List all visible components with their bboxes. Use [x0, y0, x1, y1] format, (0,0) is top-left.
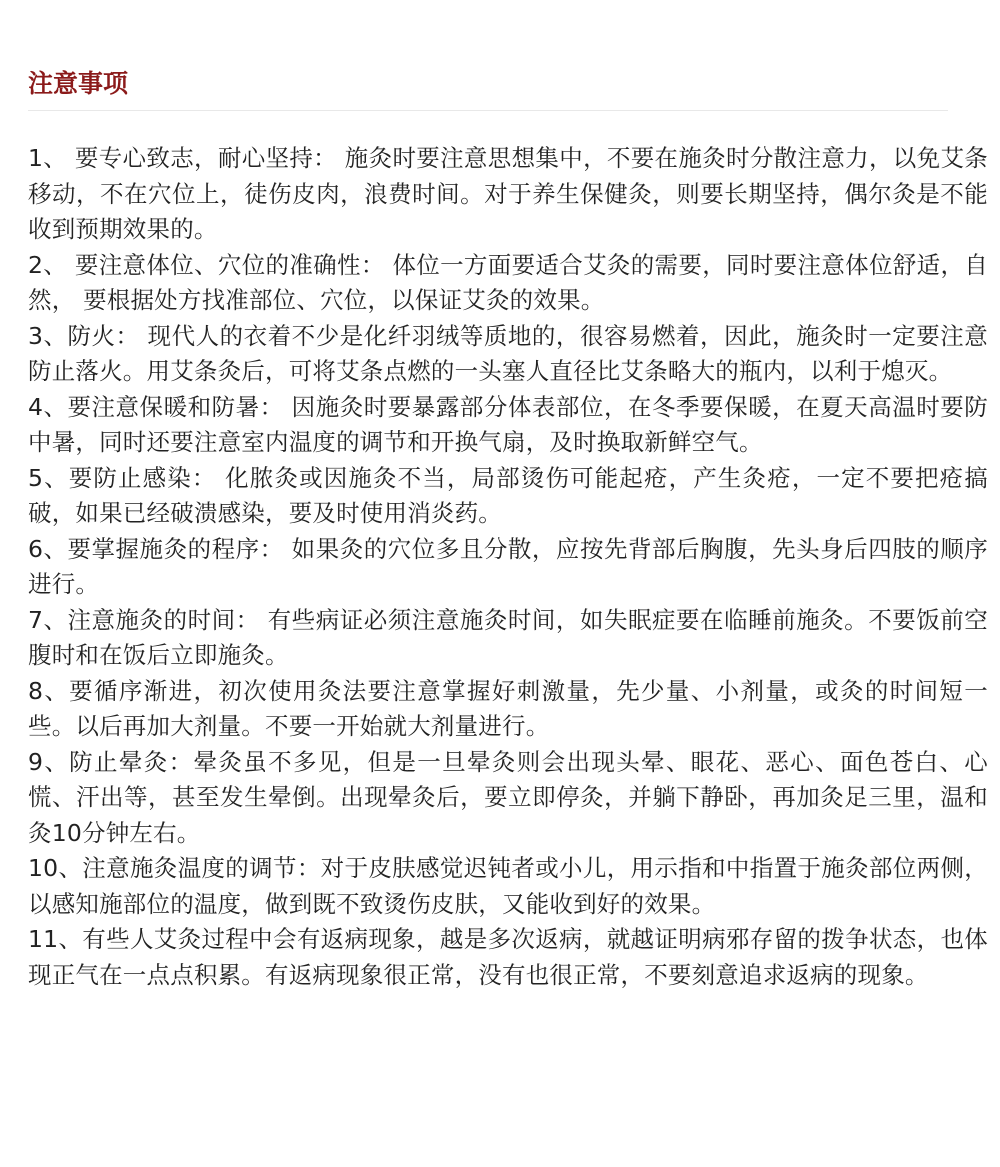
- notes-list: [28, 141, 988, 993]
- note-item-9: 9、防止晕灸：晕灸虽不多见，但是一旦晕灸则会出现头晕、眼花、恶心、面色苍白、心慌、汗出等，甚至发生晕倒。出现晕灸后，要立即停灸，并躺下静卧，再加灸足三里，温和灸10分钟左右。: [28, 747, 988, 847]
- note-item-11: 11、有些人艾灸过程中会有返病现象，越是多次返病，就越证明病邪存留的拨争状态，也体现正气在一点点积累。有返病现象很正常，没有也很正常，不要刻意追求返病的现象。: [28, 925, 988, 989]
- note-item-10: 10、注意施灸温度的调节：对于皮肤感觉迟钝者或小儿，用示指和中指置于施灸部位两侧，以感知施部位的温度，做到既不致烫伤皮肤，又能收到好的效果。: [28, 854, 988, 918]
- article: [28, 0, 988, 993]
- note-item-8: 8、要循序渐进，初次使用灸法要注意掌握好刺激量，先少量、小剂量，或灸的时间短一些。以后再加大剂量。不要一开始就大剂量进行。: [28, 676, 988, 740]
- note-item-7: 7、注意施灸的时间： 有些病证必须注意施灸时间，如失眠症要在临睡前施灸。不要饭前空腹时和在饭后立即施灸。: [28, 605, 988, 669]
- note-item-5: 5、要防止感染： 化脓灸或因施灸不当，局部烫伤可能起疮，产生灸疮，一定不要把疮搞破，如果已经破溃感染，要及时使用消炎药。: [28, 463, 988, 527]
- note-item-4: 4、要注意保暖和防暑： 因施灸时要暴露部分体表部位，在冬季要保暖，在夏天高温时要防中暑，同时还要注意室内温度的调节和开换气扇，及时换取新鲜空气。: [28, 392, 988, 456]
- title-divider: [28, 110, 948, 111]
- page-title: 注意事项: [28, 69, 129, 98]
- note-item-1: 1、 要专心致志，耐心坚持： 施灸时要注意思想集中，不要在施灸时分散注意力，以免艾条移动，不在穴位上，徒伤皮肉，浪费时间。对于养生保健灸，则要长期坚持，偶尔灸是不能收到预期效果的。: [28, 144, 988, 243]
- note-item-2: 2、 要注意体位、穴位的准确性： 体位一方面要适合艾灸的需要，同时要注意体位舒适，自然， 要根据处方找准部位、穴位，以保证艾灸的效果。: [28, 250, 988, 314]
- note-item-6: 6、要掌握施灸的程序： 如果灸的穴位多且分散，应按先背部后胸腹，先头身后四肢的顺序进行。: [28, 534, 988, 598]
- note-item-3: 3、防火： 现代人的衣着不少是化纤羽绒等质地的，很容易燃着，因此，施灸时一定要注意防止落火。用艾条灸后，可将艾条点燃的一头塞人直径比艾条略大的瓶内，以利于熄灭。: [28, 321, 988, 385]
